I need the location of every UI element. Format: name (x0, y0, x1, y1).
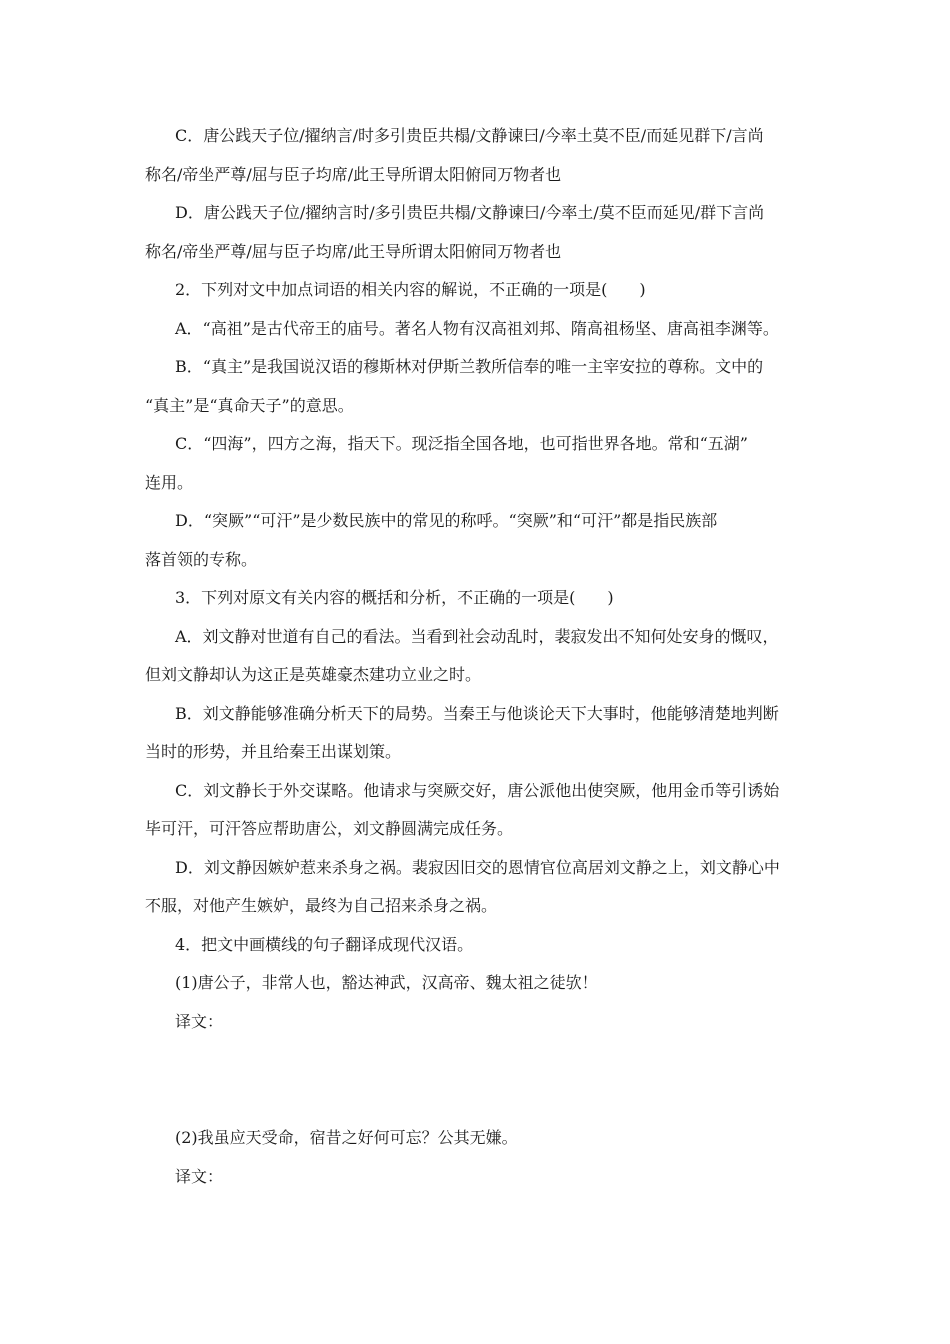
q1-option-c-line1: C．唐公践天子位/擢纳言/时多引贵臣共榻/文静谏曰/今率土莫不臣/而延见群下/言尚 (175, 126, 764, 145)
q2-option-d-line1: D．“突厥”“可汗”是少数民族中的常见的称呼。“突厥”和“可汗”都是指民族部 (175, 511, 718, 530)
q4-answer-label-2: 译文： (175, 1166, 224, 1186)
q1-option-d-line1: D．唐公践天子位/擢纳言时/多引贵臣共榻/文静谏曰/今率土/莫不臣而延见/群下言尚 (175, 203, 765, 222)
q2-option-a: A．“高祖”是古代帝王的庙号。著名人物有汉高祖刘邦、隋高祖杨坚、唐高祖李渊等。 (175, 318, 779, 338)
q3-option-d-line1: D．刘文静因嫉妒惹来杀身之祸。裴寂因旧交的恩情官位高居刘文静之上，刘文静心中 (175, 857, 780, 877)
q4-sentence-2: (2)我虽应天受命，宿昔之好何可忘？公其无嫌。 (175, 1128, 518, 1147)
q2-option-c-line1: C．“四海”，四方之海，指天下。现泛指全国各地，也可指世界各地。常和“五湖” (175, 434, 748, 453)
q2-option-c-line2: 连用。 (145, 472, 194, 492)
q2-option-b-line2: “真主”是“真命天子”的意思。 (145, 395, 354, 415)
q4-stem: 4．把文中画横线的句子翻译成现代汉语。 (175, 934, 474, 954)
q3-stem: 3．下列对原文有关内容的概括和分析，不正确的一项是( ) (175, 588, 614, 607)
q2-option-b-line1: B．“真主”是我国说汉语的穆斯林对伊斯兰教所信奉的唯一主宰安拉的尊称。文中的 (175, 357, 764, 376)
q3-option-a-line2: 但刘文静却认为这正是英雄豪杰建功立业之时。 (145, 665, 482, 684)
q1-option-d-line2: 称名/帝坐严尊/屈与臣子均席/此王导所谓太阳俯同万物者也 (145, 241, 562, 261)
q4-sentence-1: (1)唐公子，非常人也，豁达神武，汉高帝、魏太祖之徒欤！ (175, 973, 598, 992)
q3-option-a-line1: A．刘文静对世道有自己的看法。当看到社会动乱时，裴寂发出不知何处安身的慨叹， (175, 626, 779, 646)
q3-option-b-line2: 当时的形势，并且给秦王出谋划策。 (145, 742, 402, 761)
q1-option-c-line2: 称名/帝坐严尊/屈与臣子均席/此王导所谓太阳俯同万物者也 (145, 164, 562, 184)
q3-option-c-line1: C．刘文静长于外交谋略。他请求与突厥交好，唐公派他出使突厥，他用金币等引诱始 (175, 780, 780, 800)
q2-stem: 2．下列对文中加点词语的相关内容的解说，不正确的一项是( ) (175, 280, 646, 299)
answer-space-2 (145, 1201, 815, 1261)
question-content (145, 122, 815, 1261)
q3-option-c-line2: 毕可汗，可汗答应帮助唐公，刘文静圆满完成任务。 (145, 819, 514, 838)
q3-option-b-line1: B．刘文静能够准确分析天下的局势。当秦王与他谈论天下大事时，他能够清楚地判断 (175, 703, 779, 723)
q4-answer-label-1: 译文： (175, 1011, 224, 1031)
answer-space-1 (145, 1046, 815, 1124)
q3-option-d-line2: 不服，对他产生嫉妒，最终为自己招来杀身之祸。 (145, 896, 498, 915)
q2-option-d-line2: 落首领的专称。 (145, 549, 258, 569)
